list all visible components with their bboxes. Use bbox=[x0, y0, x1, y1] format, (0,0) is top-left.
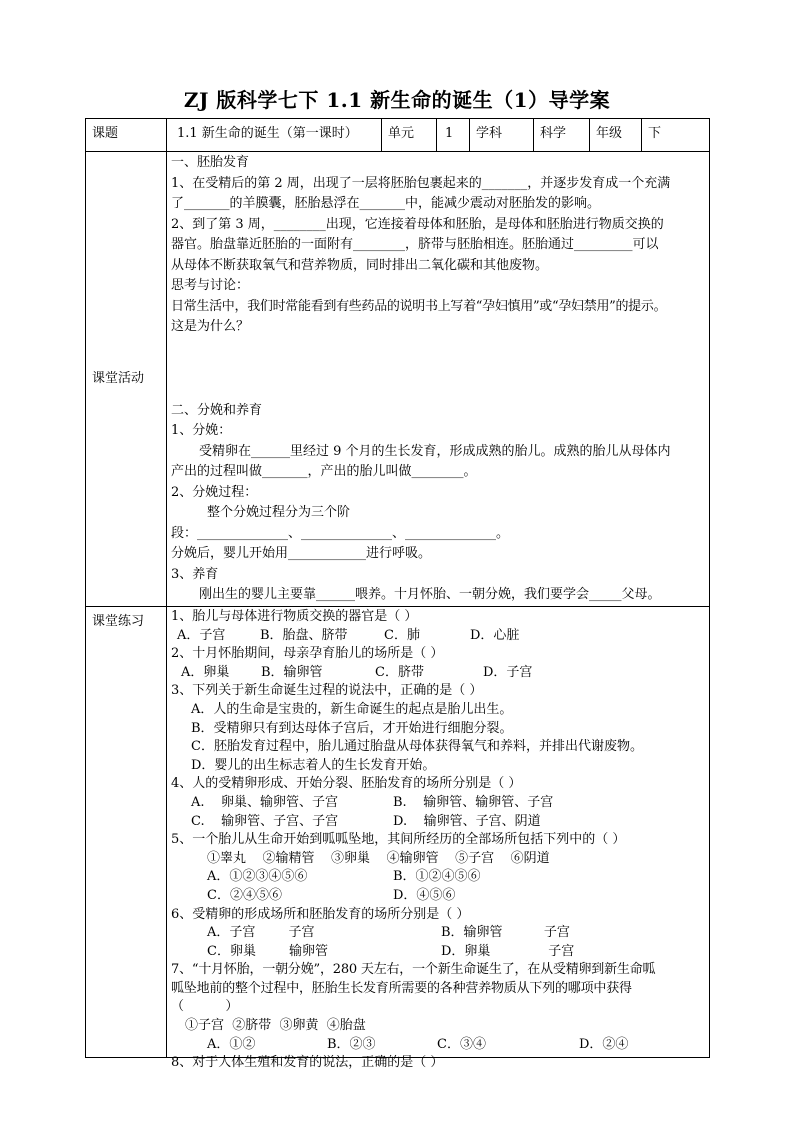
question-1-options bbox=[171, 627, 703, 646]
text-line: 分娩后，婴儿开始用____________进行呼吸。 bbox=[171, 546, 432, 561]
option: D．婴儿的出生标志着人的生长发育开始。 bbox=[191, 757, 436, 773]
option: C．胚胎发育过程中，胎儿通过胎盘从母体获得氧气和养料，并排出代谢废物。 bbox=[191, 739, 643, 755]
worksheet-table bbox=[85, 118, 710, 1071]
question-5-items: ①睾丸 ②输精管 ③卵巢 ④输卵管 ⑤子宫 ⑥阴道 bbox=[207, 850, 550, 866]
question-6-options bbox=[171, 924, 703, 943]
option: B. 输卵管、输卵管、子宫 bbox=[393, 794, 554, 810]
practice-content bbox=[167, 606, 709, 1073]
question-3: 3、下列关于新生命诞生过程的说法中，正确的是（ ） bbox=[171, 683, 483, 699]
question-7-items: ①子宫 ②脐带 ③卵黄 ④胎盘 bbox=[185, 1018, 366, 1034]
option: D．④⑤⑥ bbox=[393, 887, 456, 903]
option: B．②③ bbox=[327, 1036, 376, 1052]
text-line: 二、分娩和养育 bbox=[171, 402, 263, 418]
option: C. 输卵管、子宫、子宫 bbox=[191, 813, 339, 829]
header-row bbox=[86, 119, 709, 152]
activity-label: 课堂活动 bbox=[92, 371, 145, 386]
option: B．输卵管 子宫 bbox=[441, 925, 570, 941]
question-2-options bbox=[171, 664, 703, 683]
option: C．肺 bbox=[384, 627, 420, 643]
subject-value: 科学 bbox=[534, 119, 590, 151]
option: A．子宫 bbox=[177, 627, 226, 643]
option: B．①②④⑤⑥ bbox=[393, 869, 481, 885]
course-value: 1.1 新生命的诞生（第一课时） bbox=[167, 119, 382, 151]
practice-section bbox=[86, 606, 709, 1071]
unit-value: 1 bbox=[437, 119, 470, 151]
question-1: 1、胎儿与母体进行物质交换的器官是（ ） bbox=[171, 609, 418, 624]
question-4-options bbox=[171, 794, 703, 813]
option: D．卵巢 子宫 bbox=[441, 943, 575, 959]
option: A．子宫 子宫 bbox=[207, 925, 315, 941]
unit-label: 单元 bbox=[382, 119, 437, 151]
option: D．心脏 bbox=[470, 627, 520, 643]
grade-value: 下 bbox=[648, 126, 662, 141]
text-line: 受精卵在______里经过 9 个月的生长发育，形成成熟的胎儿。成熟的胎儿从母体内 bbox=[199, 443, 671, 459]
option: A．人的生命是宝贵的，新生命诞生的起点是胎儿出生。 bbox=[191, 701, 513, 717]
practice-label: 课堂练习 bbox=[92, 614, 145, 629]
question-6-options bbox=[171, 943, 703, 962]
activity-label-cell bbox=[86, 151, 167, 606]
option: B．输卵管 bbox=[261, 664, 323, 680]
option: C．③④ bbox=[437, 1036, 486, 1052]
activity-section bbox=[86, 151, 709, 607]
text-line: 1、分娩： bbox=[171, 423, 232, 438]
grade-label: 年级 bbox=[590, 119, 642, 151]
text-line: 思考与讨论： bbox=[171, 278, 250, 293]
option: C．②④⑤⑥ bbox=[207, 887, 282, 903]
option: A．卵巢 bbox=[181, 664, 230, 680]
question-4: 4、人的受精卵形成、开始分裂、胚胎发育的场所分别是（ ） bbox=[171, 776, 522, 792]
question-6: 6、受精卵的形成场所和胚胎发育的场所分别是（ ） bbox=[171, 906, 470, 922]
text-line: 产出的过程叫做_______，产出的胎儿叫做________。 bbox=[171, 464, 477, 479]
question-5-options bbox=[171, 887, 703, 906]
option: A．①②③④⑤⑥ bbox=[207, 869, 308, 885]
text-line: 了_______的羊膜囊，胚胎悬浮在_______中，能减少震动对胚胎发的影响。 bbox=[171, 196, 601, 211]
text-line: 段：______________、______________、______________。 bbox=[171, 525, 510, 541]
question-5: 5、一个胎儿从生命开始到呱呱坠地，其间所经历的全部场所包括下列中的（ ） bbox=[171, 832, 626, 848]
text-line: 从母体不断获取氧气和营养物质，同时排出二氧化碳和其他废物。 bbox=[171, 257, 549, 273]
page-title: ZJ 版科学七下 1.1 新生命的诞生（1）导学案 bbox=[183, 88, 611, 112]
option: D．②④ bbox=[579, 1036, 629, 1052]
text-line: 1、在受精后的第 2 周，出现了一层将胚胎包裹起来的_______，并逐步发育成一个充满 bbox=[171, 175, 671, 191]
option: C．脐带 bbox=[375, 664, 424, 680]
question-7-cont: （ ） bbox=[171, 999, 239, 1015]
text-line: 2、到了第 3 周，________出现，它连接着母体和胚胎，是母体和胚胎进行物质交换的 bbox=[171, 216, 664, 232]
question-4-options bbox=[171, 813, 703, 832]
option: C．卵巢 输卵管 bbox=[207, 943, 329, 959]
question-7-cont: 呱坠地前的整个过程中，胚胎生长发育所需要的各种营养物质从下列的哪项中获得 bbox=[171, 980, 632, 996]
question-5-options bbox=[171, 868, 703, 887]
text-line: 这是为什么？ bbox=[171, 319, 250, 334]
option: A. 卵巢、输卵管、子宫 bbox=[191, 794, 339, 810]
text-line: 整个分娩过程分为三个阶 bbox=[207, 505, 351, 520]
text-line: 3、养育 bbox=[171, 566, 219, 582]
text-line: 2、分娩过程： bbox=[171, 484, 258, 500]
option: A．①② bbox=[207, 1036, 256, 1052]
activity-content bbox=[167, 151, 709, 606]
option: B．胎盘、脐带 bbox=[260, 627, 348, 643]
practice-label-cell bbox=[86, 606, 167, 1058]
text-line: 一、胚胎发育 bbox=[171, 155, 250, 170]
option: D．子宫 bbox=[483, 664, 533, 680]
question-2: 2、十月怀胎期间，母亲孕育胎儿的场所是（ ） bbox=[171, 646, 444, 662]
question-7: 7、“十月怀胎，一朝分娩”，280 天左右，一个新生命诞生了，在从受精卵到新生命呱 bbox=[171, 962, 656, 978]
question-8: 8、对于人体生殖和发育的说法，正确的是（ ） bbox=[171, 1055, 444, 1071]
answer-space bbox=[171, 338, 703, 401]
text-line: 日常生活中，我们时常能看到有些药品的说明书上写着“孕妇慎用”或“孕妇禁用”的提示。 bbox=[171, 298, 667, 314]
option: B．受精卵只有到达母体子宫后，才开始进行细胞分裂。 bbox=[191, 720, 513, 736]
option: D. 输卵管、子宫、阴道 bbox=[393, 813, 541, 829]
text-line: 刚出生的婴儿主要靠______喂养。十月怀胎、一朝分娩，我们要学会_____父母。 bbox=[199, 587, 661, 602]
question-7-options bbox=[171, 1036, 703, 1055]
course-label: 课题 bbox=[86, 119, 167, 151]
text-line: 器官。胎盘靠近胚胎的一面附有________，脐带与胚胎相连。胚胎通过_________可以 bbox=[171, 237, 659, 252]
subject-label: 学科 bbox=[470, 119, 534, 151]
